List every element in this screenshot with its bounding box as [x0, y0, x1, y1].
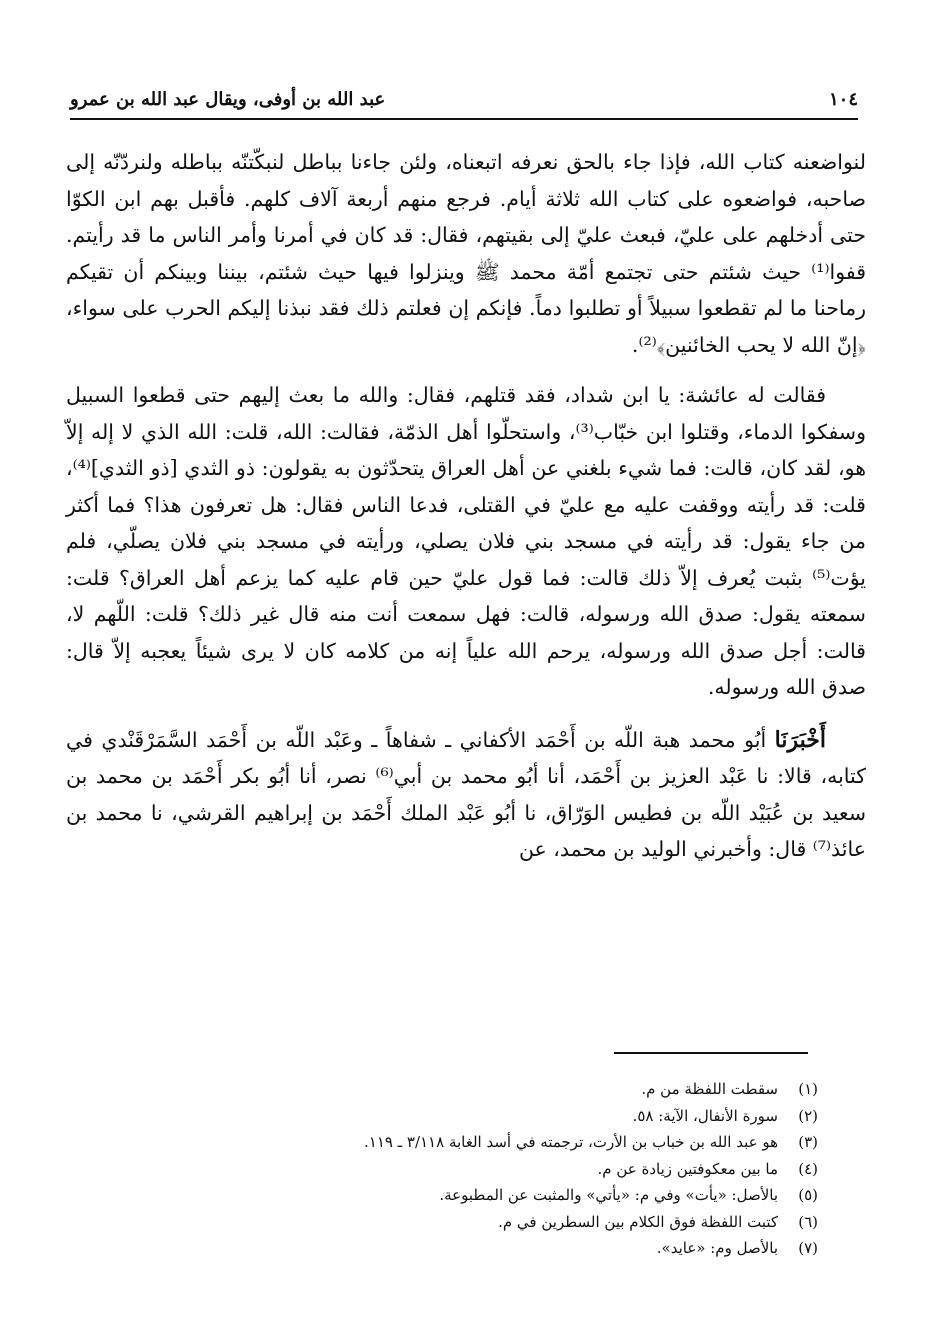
footnotes [100, 1076, 818, 1262]
footnote [100, 1235, 818, 1262]
paragraph-2: فقالت له عائشة: يا ابن شداد، فقد قتلهم، فقال: والله ما بعث إليهم حتى قطعوا السبيل وسفكوا الدماء، وقتلوا ابن خبّاب⁽³⁾، واستحلّوا أهل الذمّة، فقالت: الله، قلت: الله الذي لا إله إلاّ هو، لقد كان، قالت: فما شيء بلغني عن أهل العراق يتحدّثون به يقولون: ذو الثدي [ذو الثدي]⁽⁴⁾، قلت: قد رأيته ووقفت عليه مع عليّ في القتلى، فدعا الناس فقال: هل تعرفون هذا؟ فما أكثر من جاء يقول: قد رأيته في مسجد بني فلان يصلي، ورأيته في مسجد بني فلان يصلّي، فلم يؤت⁽⁵⁾ بثبت يُعرف إلاّ ذلك قالت: فما قول عليّ حين قام عليه كما يزعم أهل العراق؟ قلت: سمعته يقول: صدق الله ورسوله، قالت: فهل سمعت أنت منه قال غير ذلك؟ قلت: اللّهم لا، قالت: أجل صدق الله ورسوله، يرحم الله علياً إنه من كلامه كان لا يرى شيئاً يعجبه إلاّ قال: صدق الله ورسوله. [66, 383, 866, 699]
page-number: ١٠٤ [828, 88, 858, 110]
footnote-number: (٥) [798, 1186, 818, 1204]
running-title: عبد الله بن أوفى، ويقال عبد الله بن عمرو [70, 88, 386, 110]
isnad-paragraph [66, 722, 866, 868]
footnote [100, 1182, 818, 1209]
footnote-number: (٤) [798, 1159, 818, 1178]
running-header [70, 84, 858, 114]
footnote-number: (٧) [798, 1239, 818, 1257]
isnad-lead: أَخْبَرَنَا [774, 726, 826, 753]
footnote-text: بالأصل: «يأت» وفي م: «يأتي» والمثبت عن المطبوعة. [439, 1186, 778, 1204]
footnote [100, 1209, 818, 1236]
footnote [100, 1076, 818, 1103]
isnad-text: أبُو محمد هبة اللّه بن أَحْمَد الأكفاني ـ شفاهاً ـ وعَبْد اللّه بن أَحْمَد السَّمَرْقَنْدي في كتابه، قالا: نا عَبْد العزيز بن أَحْمَد، أنا أبُو محمد بن أبي⁽⁶⁾ نصر، أنا أبُو بكر أَحْمَد بن محمد بن سعيد بن عُبَيْد اللّه بن فطيس الوَرّاق، نا أبُو عَبْد الملك أَحْمَد بن إبراهيم القرشي، نا محمد بن عائذ⁽⁷⁾ قال: وأخبرني الوليد بن محمد، عن [66, 727, 867, 861]
footnote-text: سورة الأنفال، الآية: ٥٨. [632, 1106, 778, 1125]
footnote-text: ما بين معكوفتين زيادة عن م. [597, 1159, 778, 1178]
footnote [100, 1103, 818, 1130]
paragraph-1: لنواضعنه كتاب الله، فإذا جاء بالحق نعرفه اتبعناه، ولئن جاءنا بباطل لنبكّتنّه بباطله ولنردّنّه إلى صاحبه، فواضعوه على كتاب الله ثلاثة أيام. فرجع منهم أربعة آلاف كلهم. فأقبل بهم ابن الكوّا حتى أدخلهم على عليّ، فبعث عليّ إلى بقيتهم، فقال: قد كان في أمرنا وأمر الناس ما قد رأيتم. قفوا⁽¹⁾ حيث شئتم حتى تجتمع أمّة محمد ﷺ وينزلوا فيها حيث شئتم، بيننا وبينكم أن تقيكم رماحنا ما لم تقطعوا سبيلاً أو تطلبوا دماً. فإنكم إن فعلتم ذلك فقد نبذنا إليكم الحرب على سواء، ﴿إنّ الله لا يحب الخائنين﴾⁽²⁾. [66, 150, 866, 357]
footnote-rule [614, 1052, 808, 1054]
footnote-text: كتبت اللفظة فوق الكلام بين السطرين في م. [498, 1212, 778, 1231]
footnote-number: (٢) [798, 1106, 818, 1125]
footnote-number: (٦) [798, 1212, 818, 1231]
footnote [100, 1156, 818, 1183]
footnote-text: هو عبد الله بن خباب بن الأرت، ترجمته في أسد الغابة ٣/١١٨ ـ ١١٩. [364, 1133, 778, 1151]
header-rule [70, 118, 858, 120]
footnote [100, 1129, 818, 1156]
main-text [66, 144, 866, 868]
footnote-number: (١) [798, 1080, 818, 1098]
footnote-number: (٣) [798, 1133, 818, 1151]
footnote-text: سقطت اللفظة من م. [641, 1080, 778, 1098]
footnote-text: بالأصل وم: «عايد». [656, 1239, 778, 1257]
